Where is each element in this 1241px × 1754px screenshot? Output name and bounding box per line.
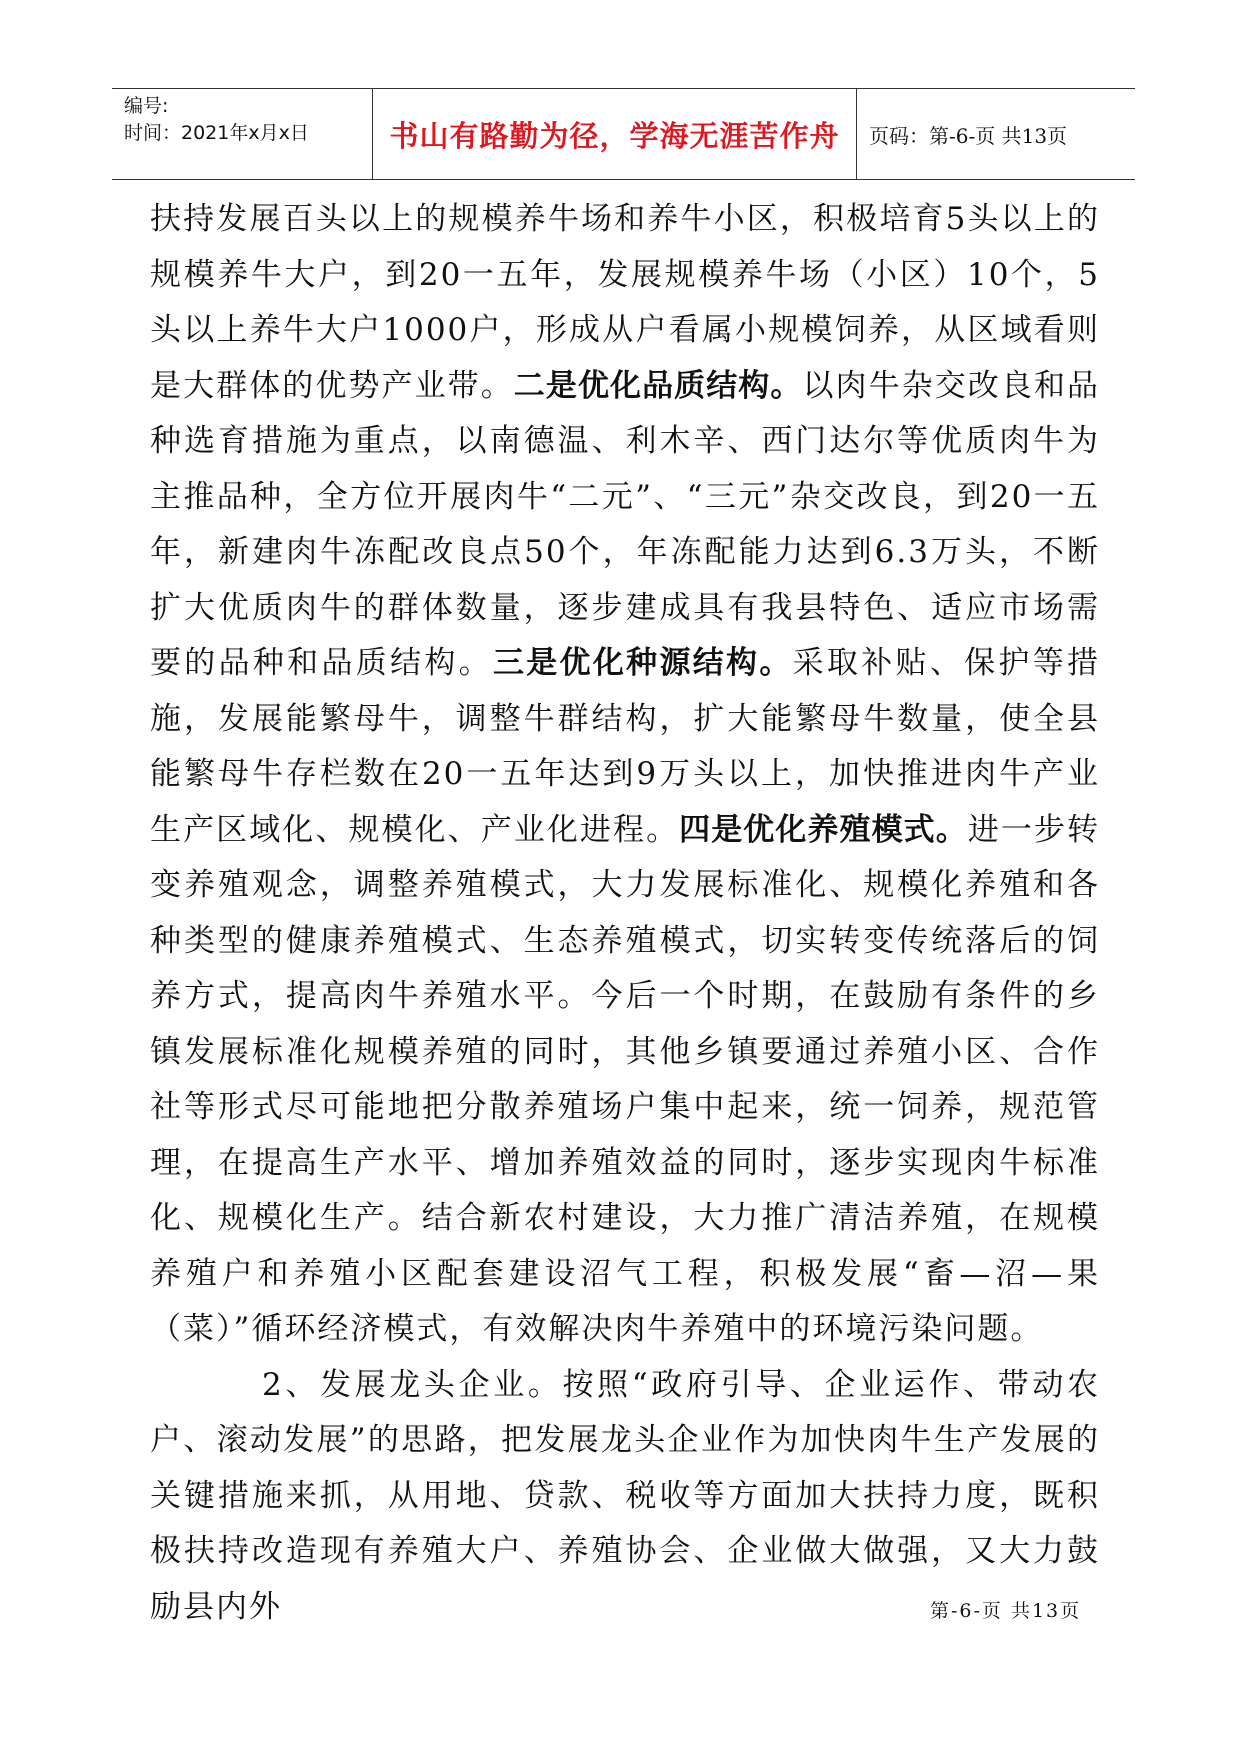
bold-heading: 四是优化养殖模式。 (679, 811, 968, 848)
paragraph-text: 扶持发展百头以上的规模养牛场和养牛小区，积极培育5头以上的规模养牛大户，到20一五年，发展规模养牛场（小区）10个，5头以上养牛大户1000户，形成从户看属小规模饲养，从区域看则是大群体的优势产业带。 (150, 201, 1100, 404)
paragraph-2: 2、发展龙头企业。按照“政府引导、企业运作、带动农户、滚动发展”的思路，把发展龙头企业作为加快肉牛生产发展的关键措施来抓，从用地、贷款、税收等方面加大扶持力度，既积极扶持改造现有养殖大户、养殖协会、企业做大做强，又大力鼓励县内外 (150, 1366, 1100, 1625)
paragraph-text: 采取补贴、保护等措施，发展能繁母牛，调整牛群结构，扩大能繁母牛数量，使全县能繁母牛存栏数在20一五年达到9万头以上，加快推进肉牛产业生产区域化、规模化、产业化进程。 (150, 645, 1101, 848)
document-body (150, 192, 1100, 1635)
document-time: 时间：2021年x月x日 (124, 122, 309, 144)
bold-heading: 二是优化品质结构。 (513, 367, 803, 404)
header-motto: 书山有路勤为径，学海无涯苦作舟 (389, 118, 840, 153)
header-page-info: 页码：第-6-页 共13页 (869, 123, 1068, 148)
page-header (112, 88, 1135, 180)
bold-heading: 三是优化种源结构。 (492, 645, 793, 681)
header-motto-cell (372, 89, 857, 179)
header-meta (112, 89, 372, 179)
paragraph-text: 以肉牛杂交改良和品种选育措施为重点，以南德温、利木辛、西门达尔等优质肉牛为主推品种，全方位开展肉牛“二元”、“三元”杂交改良，到20一五年，新建肉牛冻配改良点50个，年冻配能力达到6.3万头，不断扩大优质肉牛的群体数量，逐步建成具有我县特色、适应市场需要的品种和品质结构。 (150, 367, 1101, 681)
page-footer: 第-6-页 共13页 (930, 1600, 1082, 1622)
document-number-label: 编号: (124, 95, 169, 117)
paragraph-text: 进一步转变养殖观念，调整养殖模式，大力发展标准化、规模化养殖和各种类型的健康养殖模式、生态养殖模式，切实转变传统落后的饲养方式，提高肉牛养殖水平。今后一个时期，在鼓励有条件的乡镇发展标准化规模养殖的同时，其他乡镇要通过养殖小区、合作社等形式尽可能地把分散养殖场户集中起来，统一饲养，规范管理，在提高生产水平、增加养殖效益的同时，逐步实现肉牛标准化、规模化生产。结合新农村建设，大力推广清洁养殖，在规模养殖户和养殖小区配套建设沼气工程，积极发展“畜—沼—果（菜）”循环经济模式，有效解决肉牛养殖中的环境污染问题。 (150, 811, 1101, 1347)
paragraph-1 (150, 192, 1100, 1358)
